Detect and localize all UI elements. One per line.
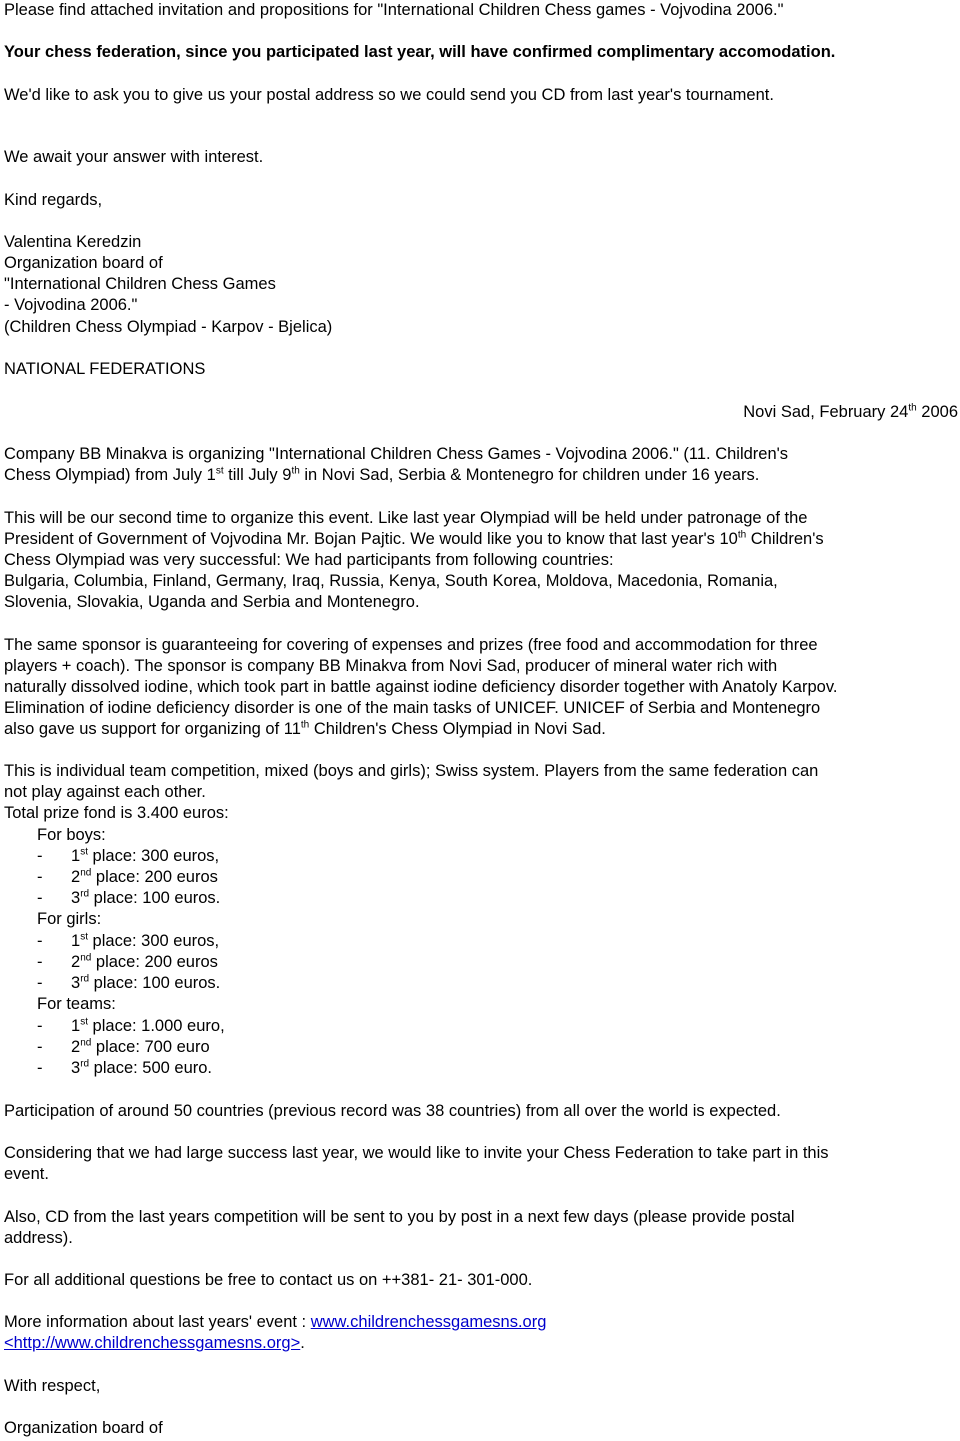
para-1-line-2: Chess Olympiad) from July 1st till July 9th in Novi Sad, Serbia & Montenegro for children under 16 years. (4, 465, 760, 484)
para-5: Participation of around 50 countries (previous record was 38 countries) from all over the world is expected. (4, 1102, 781, 1120)
para-2-line-4: Bulgaria, Columbia, Finland, Germany, Iraq, Russia, Kenya, South Korea, Moldova, Macedonia, Romania, (4, 572, 778, 590)
email-await: We await your answer with interest. (4, 148, 264, 166)
para-4-line-1: This is individual team competition, mixed (boys and girls); Swiss system. Players from the same federation can (4, 762, 819, 780)
signature-line-3: "International Children Chess Games (4, 275, 276, 293)
para-9-line-1 (4, 1312, 546, 1332)
para-2-line-5: Slovenia, Slovakia, Uganda and Serbia and Montenegro. (4, 593, 420, 611)
signature-name: Valentina Keredzin (4, 233, 142, 251)
letter-heading: NATIONAL FEDERATIONS (4, 360, 206, 378)
email-line-3: We'd like to ask you to give us your postal address so we could send you CD from last year's tournament. (4, 86, 774, 104)
prize-item: - 2nd place: 200 euros (37, 952, 218, 971)
signature-line-5: (Children Chess Olympiad - Karpov - Bjelica) (4, 318, 333, 336)
signature-line-2: Organization board of (4, 254, 163, 272)
website-link[interactable]: www.childrenchessgamesns.org (310, 1313, 547, 1331)
para-2-line-3: Chess Olympiad was very successful: We had participants from following countries: (4, 551, 614, 569)
email-line-1: Please find attached invitation and propositions for "International Children Chess games - Vojvodina 2006." (4, 1, 784, 19)
website-link-full[interactable]: <http://www.childrenchessgamesns.org> (4, 1334, 301, 1352)
para-6-line-2: event. (4, 1165, 49, 1183)
para-7-line-1: Also, CD from the last years competition will be sent to you by post in a next few days (please provide postal (4, 1208, 795, 1226)
closing-org: Organization board of (4, 1419, 163, 1437)
prize-item: - 1st place: 300 euros, (37, 931, 220, 950)
para-7-line-2: address). (4, 1229, 73, 1247)
letter-date: Novi Sad, February 24th 2006 (743, 402, 958, 421)
prize-item: - 1st place: 300 euros, (37, 846, 220, 865)
prize-item: - 2nd place: 700 euro (37, 1037, 210, 1056)
para-9-line-2: <http://www.childrenchessgamesns.org>. (4, 1334, 305, 1352)
prize-item: - 2nd place: 200 euros (37, 867, 218, 886)
para-1-line-1: Company BB Minakva is organizing "International Children Chess Games - Vojvodina 2006." (11. Children's (4, 445, 789, 463)
para-8-contact: For all additional questions be free to contact us on ++381- 21- 301-000. (4, 1271, 533, 1289)
para-3-line-4: Elimination of iodine deficiency disorder is one of the main tasks of UNICEF. UNICEF of Serbia and Montenegro (4, 699, 821, 717)
para-6-line-1: Considering that we had large success last year, we would like to invite your Chess Federation to take part in this (4, 1144, 829, 1162)
closing: With respect, (4, 1377, 101, 1395)
prize-group-teams: For teams: (37, 995, 116, 1013)
para-3-line-5: also gave us support for organizing of 11th Children's Chess Olympiad in Novi Sad. (4, 719, 606, 738)
prize-item: - 1st place: 1.000 euro, (37, 1016, 225, 1035)
para-3-line-2: players + coach). The sponsor is company BB Minakva from Novi Sad, producer of mineral water rich with (4, 657, 778, 675)
para-3-line-3: naturally dissolved iodine, which took part in battle against iodine deficiency disorder together with Anatoly Karpov. (4, 678, 838, 696)
prize-item: - 3rd place: 100 euros. (37, 888, 221, 907)
email-line-2: Your chess federation, since you participated last year, will have confirmed complimentary accomodation. (4, 43, 836, 61)
para-3-line-1: The same sponsor is guaranteeing for covering of expenses and prizes (free food and accommodation for three (4, 636, 818, 654)
prize-item: - 3rd place: 500 euro. (37, 1058, 213, 1077)
prize-group-boys: For boys: (37, 826, 106, 844)
para-4-line-2: not play against each other. (4, 783, 206, 801)
para-2-line-1: This will be our second time to organize this event. Like last year Olympiad will be held under patronage of the (4, 509, 808, 527)
signature-line-4: - Vojvodina 2006." (4, 296, 138, 314)
more-info-text: More information about last years' event : (4, 1313, 311, 1331)
prize-fund-total: Total prize fond is 3.400 euros: (4, 804, 229, 822)
prize-item: - 3rd place: 100 euros. (37, 973, 221, 992)
email-regards: Kind regards, (4, 191, 103, 209)
para-2-line-2: President of Government of Vojvodina Mr. Bojan Pajtic. We would like you to know that last year's 10th Children's (4, 529, 824, 548)
prize-group-girls: For girls: (37, 910, 102, 928)
